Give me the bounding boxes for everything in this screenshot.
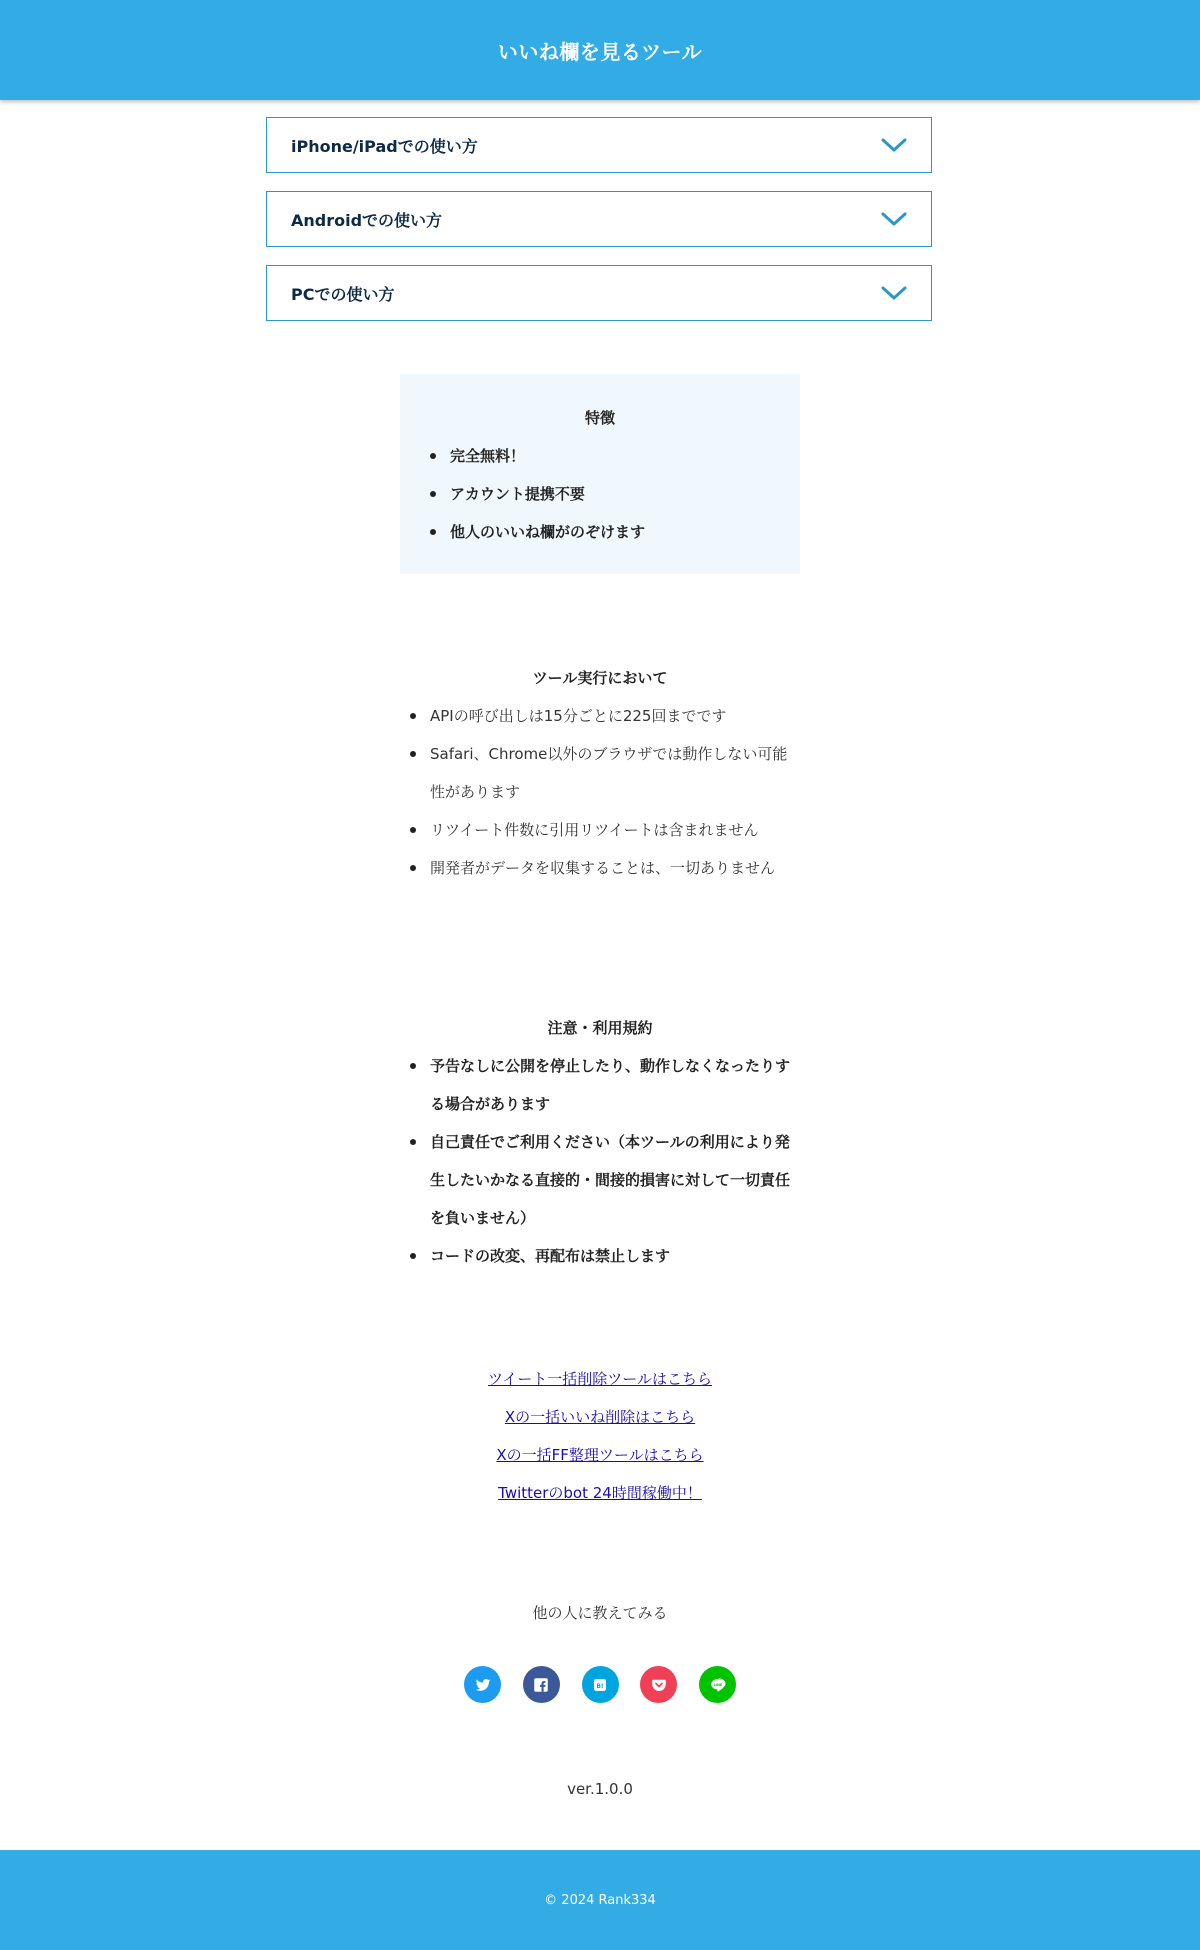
link-twitter-bot[interactable]: Twitterのbot 24時間稼働中！ [498,1484,702,1502]
hatena-bookmark-icon [591,1676,609,1694]
share-twitter-button[interactable] [464,1666,501,1703]
copyright-text: © 2024 Rank334 [544,1892,656,1908]
chevron-down-icon [881,137,907,153]
facebook-icon [532,1676,550,1694]
share-line-button[interactable] [699,1666,736,1703]
list-item: 他人のいいね欄がのぞけます [430,513,790,551]
svg-text:LINE: LINE [713,1682,722,1687]
list-item: コードの改変、再配布は禁止します [410,1237,800,1275]
list-item: アカウント提携不要 [430,475,790,513]
list-item: リツイート件数に引用リツイートは含まれません [410,811,800,849]
share-pocket-button[interactable] [640,1666,677,1703]
related-links [0,1360,1200,1512]
list-item: 開発者がデータを収集することは、一切ありません [410,849,800,887]
tool-execution-list [410,697,800,887]
page-title: いいね欄を見るツール [497,39,703,64]
svg-text:B!: B! [596,1682,604,1690]
chevron-down-icon [881,285,907,301]
share-label: 他の人に教えてみる [532,1604,668,1622]
line-icon [709,1676,727,1694]
terms-title: 注意・利用規約 [547,1019,653,1037]
list-item: 完全無料！ [430,437,790,475]
site-footer [0,1850,1200,1950]
share-hatena-button[interactable] [582,1666,619,1703]
accordion-label: Androidでの使い方 [291,210,443,230]
list-item: 予告なしに公開を停止したり、動作しなくなったりする場合があります [410,1047,800,1123]
version-text: ver.1.0.0 [567,1780,633,1798]
accordion-label: iPhone/iPadでの使い方 [291,136,478,156]
features-list [430,437,790,551]
accordion-iphone-ipad[interactable] [266,117,932,173]
list-item: 自己責任でご利用ください（本ツールの利用により発生したいかなる直接的・間接的損害に対して一切責任を負いません） [410,1123,800,1237]
tool-execution-title: ツール実行において [532,669,668,687]
twitter-icon [474,1676,492,1694]
terms-list [410,1047,800,1275]
accordion-android[interactable] [266,191,932,247]
pocket-icon [650,1676,668,1694]
link-ff-cleanup[interactable]: Xの一括FF整理ツールはこちら [496,1446,704,1464]
features-title: 特徴 [584,409,615,427]
link-likes-bulk-delete[interactable]: Xの一括いいね削除はこちら [504,1408,696,1426]
accordion-label: PCでの使い方 [291,284,395,304]
link-tweet-bulk-delete[interactable]: ツイート一括削除ツールはこちら [488,1370,712,1388]
chevron-down-icon [881,211,907,227]
list-item: APIの呼び出しは15分ごとに225回までです [410,697,800,735]
list-item: Safari、Chrome以外のブラウザでは動作しない可能性があります [410,735,800,811]
site-header [0,0,1200,100]
accordion-pc[interactable] [266,265,932,321]
share-buttons [464,1666,736,1704]
share-facebook-button[interactable] [523,1666,560,1703]
